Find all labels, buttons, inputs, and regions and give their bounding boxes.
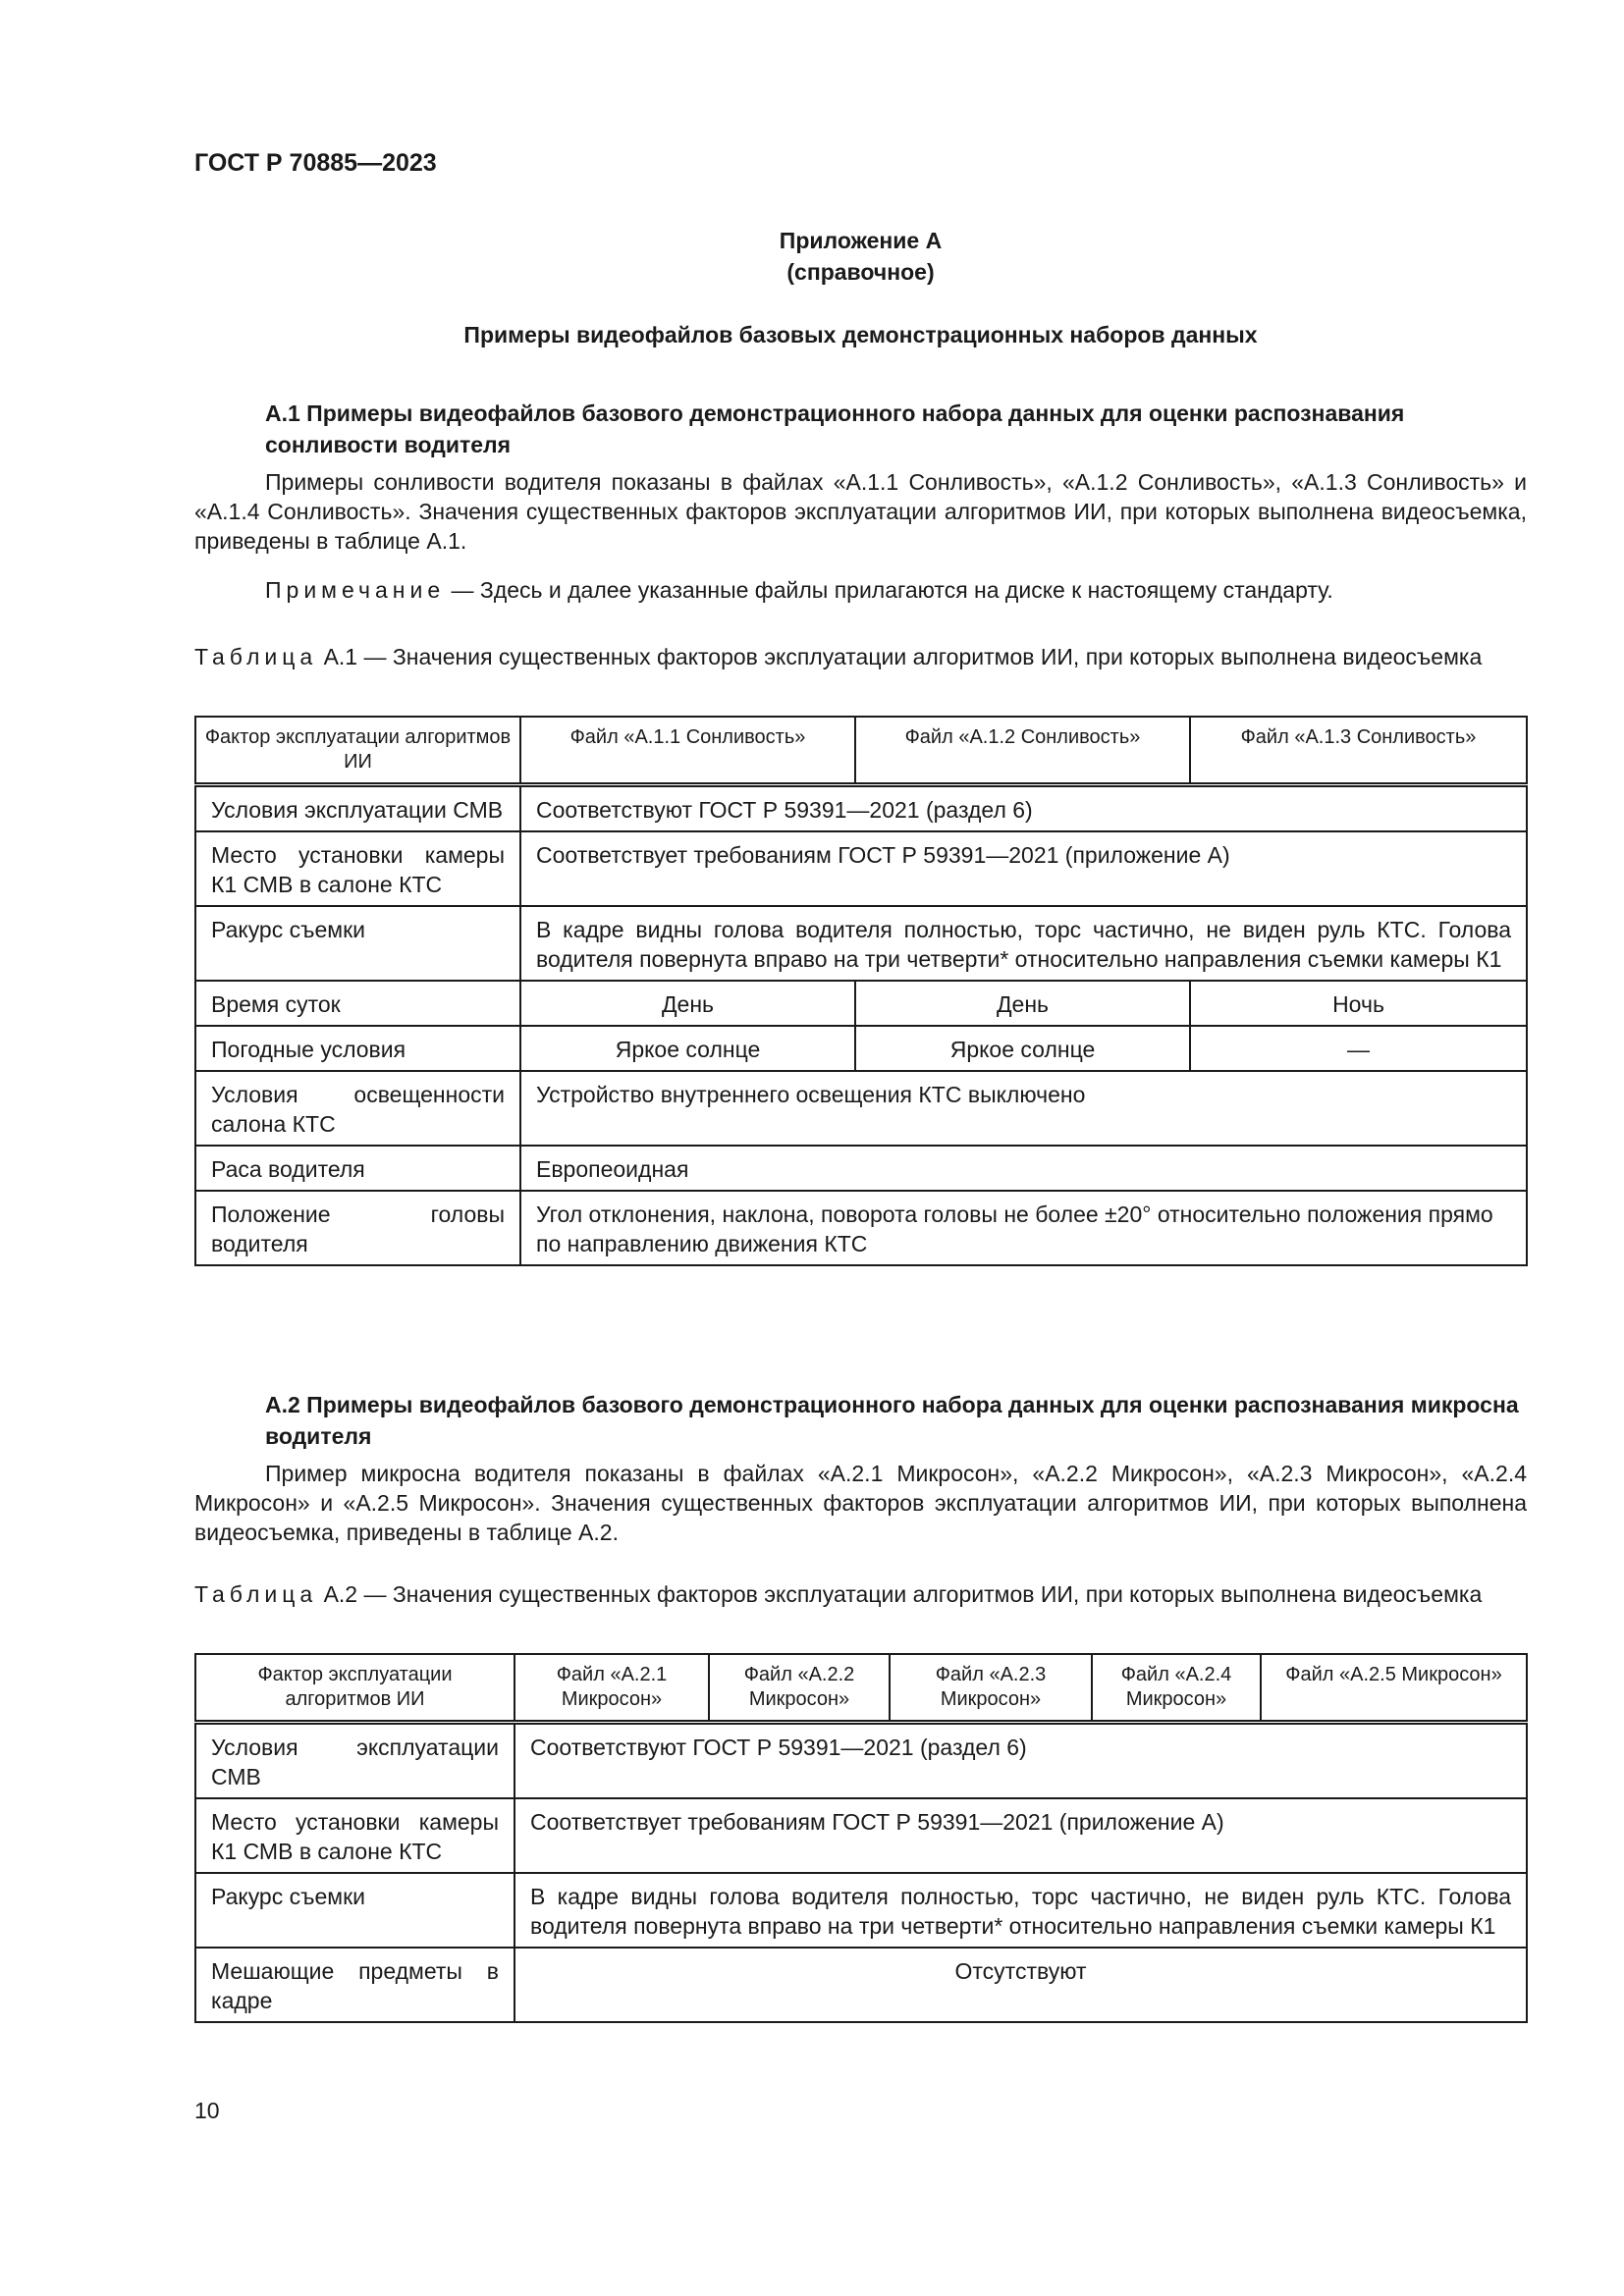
value-cell: Соответствует требованиям ГОСТ Р 59391—2021 (приложение А) [514, 1798, 1527, 1873]
table-a2-header-file-2: Файл «А.2.2 Микросон» [709, 1654, 890, 1723]
factor-cell: Положение головы водителя [195, 1191, 520, 1265]
table-a2-header-file-5: Файл «А.2.5 Микросон» [1261, 1654, 1527, 1723]
note-label: Примечание [265, 577, 446, 603]
value-cell: Европеоидная [520, 1146, 1527, 1191]
appendix-type: (справочное) [786, 259, 935, 285]
factor-cell: Ракурс съемки [195, 906, 520, 981]
factor-cell: Мешающие предметы в кадре [195, 1948, 514, 2022]
table-row [195, 906, 1527, 981]
value-cell: Яркое солнце [855, 1026, 1190, 1071]
factor-cell: Время суток [195, 981, 520, 1026]
table-a2-header-row [195, 1654, 1527, 1723]
factor-cell: Раса водителя [195, 1146, 520, 1191]
table-a1-header-file-1: Файл «А.1.1 Сонливость» [520, 717, 855, 785]
page-number: 10 [194, 2098, 220, 2123]
note-text: — Здесь и далее указанные файлы прилагаются на диске к настоящему стандарту. [445, 577, 1333, 603]
table-row [195, 981, 1527, 1026]
value-cell: В кадре видны голова водителя полностью, торс частично, не виден руль КТС. Голова водителя повернута вправо на три четверти* относительно направления съемки камеры К1 [514, 1873, 1527, 1948]
section-a2-paragraph: Пример микросна водителя показаны в файлах «А.2.1 Микросон», «А.2.2 Микросон», «А.2.3 Микросон», «А.2.4 Микросон» и «А.2.5 Микросон». Значения существенных факторов эксплуатации алгоритмов ИИ, при которых выполнена видеосъемка, приведены в таблице А.2. [194, 1461, 1527, 1545]
factor-cell: Погодные условия [195, 1026, 520, 1071]
value-cell: Соответствует требованиям ГОСТ Р 59391—2021 (приложение А) [520, 831, 1527, 906]
table-row [195, 1798, 1527, 1873]
factor-cell: Условия эксплуатации СМВ [195, 785, 520, 832]
section-a1-heading: А.1 Примеры видеофайлов базового демонстрационного набора данных для оценки распознавания сонливости водителя [265, 400, 1405, 457]
table-row [195, 1191, 1527, 1265]
section-a1-note [265, 575, 1527, 605]
value-cell: День [520, 981, 855, 1026]
appendix-heading: Примеры видеофайлов базовых демонстрационных наборов данных [463, 322, 1258, 347]
section-a1-paragraph: Примеры сонливости водителя показаны в файлах «А.1.1 Сонливость», «А.1.2 Сонливость», «А.1.3 Сонливость» и «А.1.4 Сонливость». Значения существенных факторов эксплуатации алгоритмов ИИ, при которых выполнена видеосъемка, приведены в таблице А.1. [194, 469, 1527, 554]
value-cell: Ночь [1190, 981, 1527, 1026]
value-cell: Угол отклонения, наклона, поворота головы не более ±20° относительно положения прямо по направлению движения КТС [520, 1191, 1527, 1265]
value-cell: Соответствуют ГОСТ Р 59391—2021 (раздел 6) [520, 785, 1527, 832]
table-a1-header-factor: Фактор эксплуатации алгоритмов ИИ [195, 717, 520, 785]
table-row [195, 785, 1527, 832]
factor-cell: Условия освещенности салона КТС [195, 1071, 520, 1146]
factor-cell: Место установки камеры К1 СМВ в салоне КТС [195, 831, 520, 906]
table-a2 [194, 1653, 1528, 2023]
section-a2-heading: А.2 Примеры видеофайлов базового демонстрационного набора данных для оценки распознавания микросна водителя [265, 1392, 1519, 1449]
table-a1-caption-label: Таблица [194, 644, 318, 669]
table-a1-caption [194, 642, 1527, 671]
document-code: ГОСТ Р 70885—2023 [194, 149, 437, 177]
table-row [195, 1026, 1527, 1071]
table-row [195, 1146, 1527, 1191]
table-a2-header-factor: Фактор эксплуатации алгоритмов ИИ [195, 1654, 514, 1723]
table-a2-caption-label: Таблица [194, 1581, 318, 1607]
table-row [195, 1071, 1527, 1146]
value-cell: День [855, 981, 1190, 1026]
factor-cell: Ракурс съемки [195, 1873, 514, 1948]
factor-cell: Условия эксплуатации СМВ [195, 1723, 514, 1799]
table-a1-caption-text: А.1 — Значения существенных факторов эксплуатации алгоритмов ИИ, при которых выполнена видеосъемка [317, 644, 1483, 669]
table-a1-header-row [195, 717, 1527, 785]
table-a2-caption-text: А.2 — Значения существенных факторов эксплуатации алгоритмов ИИ, при которых выполнена видеосъемка [317, 1581, 1483, 1607]
value-cell: Отсутствуют [514, 1948, 1527, 2022]
value-cell: Яркое солнце [520, 1026, 855, 1071]
table-row [195, 1723, 1527, 1799]
table-a2-caption [194, 1579, 1527, 1609]
value-cell: — [1190, 1026, 1527, 1071]
table-a2-header-file-1: Файл «А.2.1 Микросон» [514, 1654, 709, 1723]
value-cell: Устройство внутреннего освещения КТС выключено [520, 1071, 1527, 1146]
table-a1-header-file-2: Файл «А.1.2 Сонливость» [855, 717, 1190, 785]
value-cell: В кадре видны голова водителя полностью, торс частично, не виден руль КТС. Голова водителя повернута вправо на три четверти* относительно направления съемки камеры К1 [520, 906, 1527, 981]
table-row [195, 831, 1527, 906]
table-row [195, 1873, 1527, 1948]
factor-cell: Место установки камеры К1 СМВ в салоне КТС [195, 1798, 514, 1873]
table-row [195, 1948, 1527, 2022]
table-a2-header-file-3: Файл «А.2.3 Микросон» [890, 1654, 1092, 1723]
table-a1-header-file-3: Файл «А.1.3 Сонливость» [1190, 717, 1527, 785]
appendix-title: Приложение А [779, 228, 943, 253]
value-cell: Соответствуют ГОСТ Р 59391—2021 (раздел 6) [514, 1723, 1527, 1799]
table-a2-header-file-4: Файл «А.2.4 Микросон» [1092, 1654, 1261, 1723]
table-a1 [194, 716, 1528, 1266]
